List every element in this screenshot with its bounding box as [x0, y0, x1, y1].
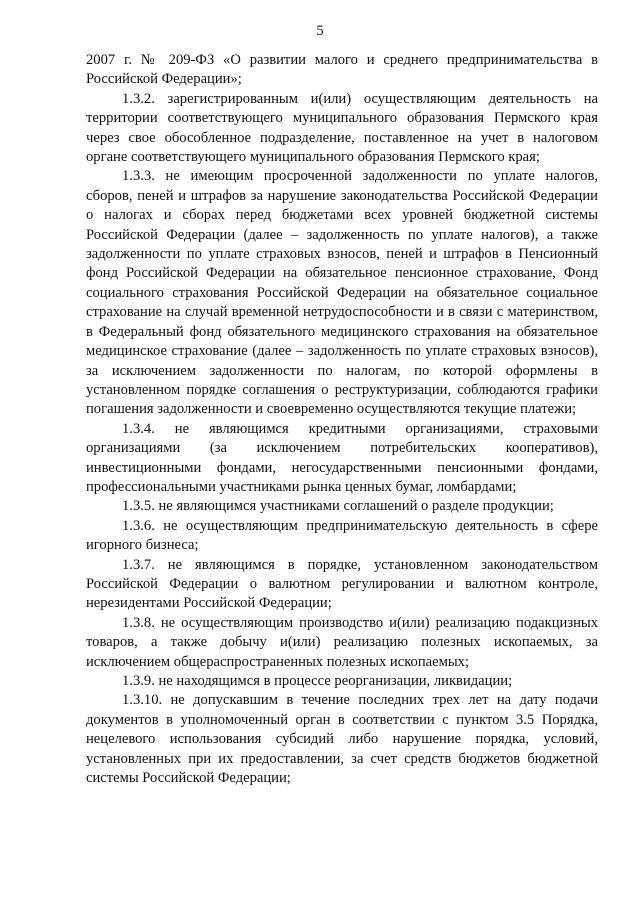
paragraph-1-3-2: 1.3.2. зарегистрированным и(или) осуществляющим деятельность на территории соответствующего муниципального образования Пермского края через свое обособленное подразделение, поставленное на учет в налоговом органе соответствующего муниципального образования Пермского края; [86, 90, 598, 166]
paragraph-1-3-7: 1.3.7. не являющимся в порядке, установленном законодательством Российской Федерации о валютном регулировании и валютном контроле, нерезидентами Российской Федерации; [86, 556, 598, 612]
paragraph-1-3-10: 1.3.10. не допускавшим в течение последних трех лет на дату подачи документов в уполномоченный орган в соответствии с пунктом 3.5 Порядка, нецелевого использования субсидий либо нарушение порядка, условий, установленных при их предоставлении, за счет средств бюджетов бюджетной системы Российской Федерации; [86, 692, 598, 787]
paragraph-1-3-9: 1.3.9. не находящимся в процессе реорганизации, ликвидации; [122, 673, 513, 689]
paragraph-1-3-5: 1.3.5. не являющимся участниками соглашений о разделе продукции; [122, 498, 554, 515]
page-number: 5 [316, 23, 324, 39]
paragraph-1-3-3: 1.3.3. не имеющим просроченной задолженности по уплате налогов, сборов, пеней и штрафов за нарушение законодательства Российской Федерации о налогах и сборах перед бюджетами всех уровней бюджетной системы Российской Федерации (далее – задолженность по уплате налогов), а также задолженности по уплате страховых взносов, пеней и штрафов в Пенсионный фонд Российской Федерации на обязательное пенсионное страхование, Фонд социального страхования Российской Федерации на обязательное социальное страхование на случай временной нетрудоспособности и в связи с материнством, в Федеральный фонд обязательного медицинского страхования на обязательное медицинское страхование (далее – задолженность по уплате страховых взносов), за исключением задолженности по налогам, по которой оформлены в установленном порядке соглашения о реструктуризации, соблюдаются графики погашения задолженности и своевременно осуществляются текущие платежи; [86, 168, 598, 418]
paragraph-1-3-6: 1.3.6. не осуществляющим предпринимательскую деятельность в сфере игорного бизнеса; [86, 517, 598, 554]
document-body [86, 51, 598, 788]
paragraph-1-3-4: 1.3.4. не являющимся кредитными организациями, страховыми организациями (за исключением потребительских кооперативов), инвестиционными фондами, негосударственными пенсионными фондами, профессиональными участниками рынка ценных бумаг, ломбардами; [86, 420, 598, 495]
paragraph-1-3-8: 1.3.8. не осуществляющим производство и(или) реализацию подакцизных товаров, а также добычу и(или) реализацию полезных ископаемых, за исключением общераспространенных полезных ископаемых; [86, 614, 598, 670]
paragraph-law-reference: 2007 г. № 209-ФЗ «О развитии малого и среднего предпринимательства в Российской Федерации»; [86, 52, 598, 88]
